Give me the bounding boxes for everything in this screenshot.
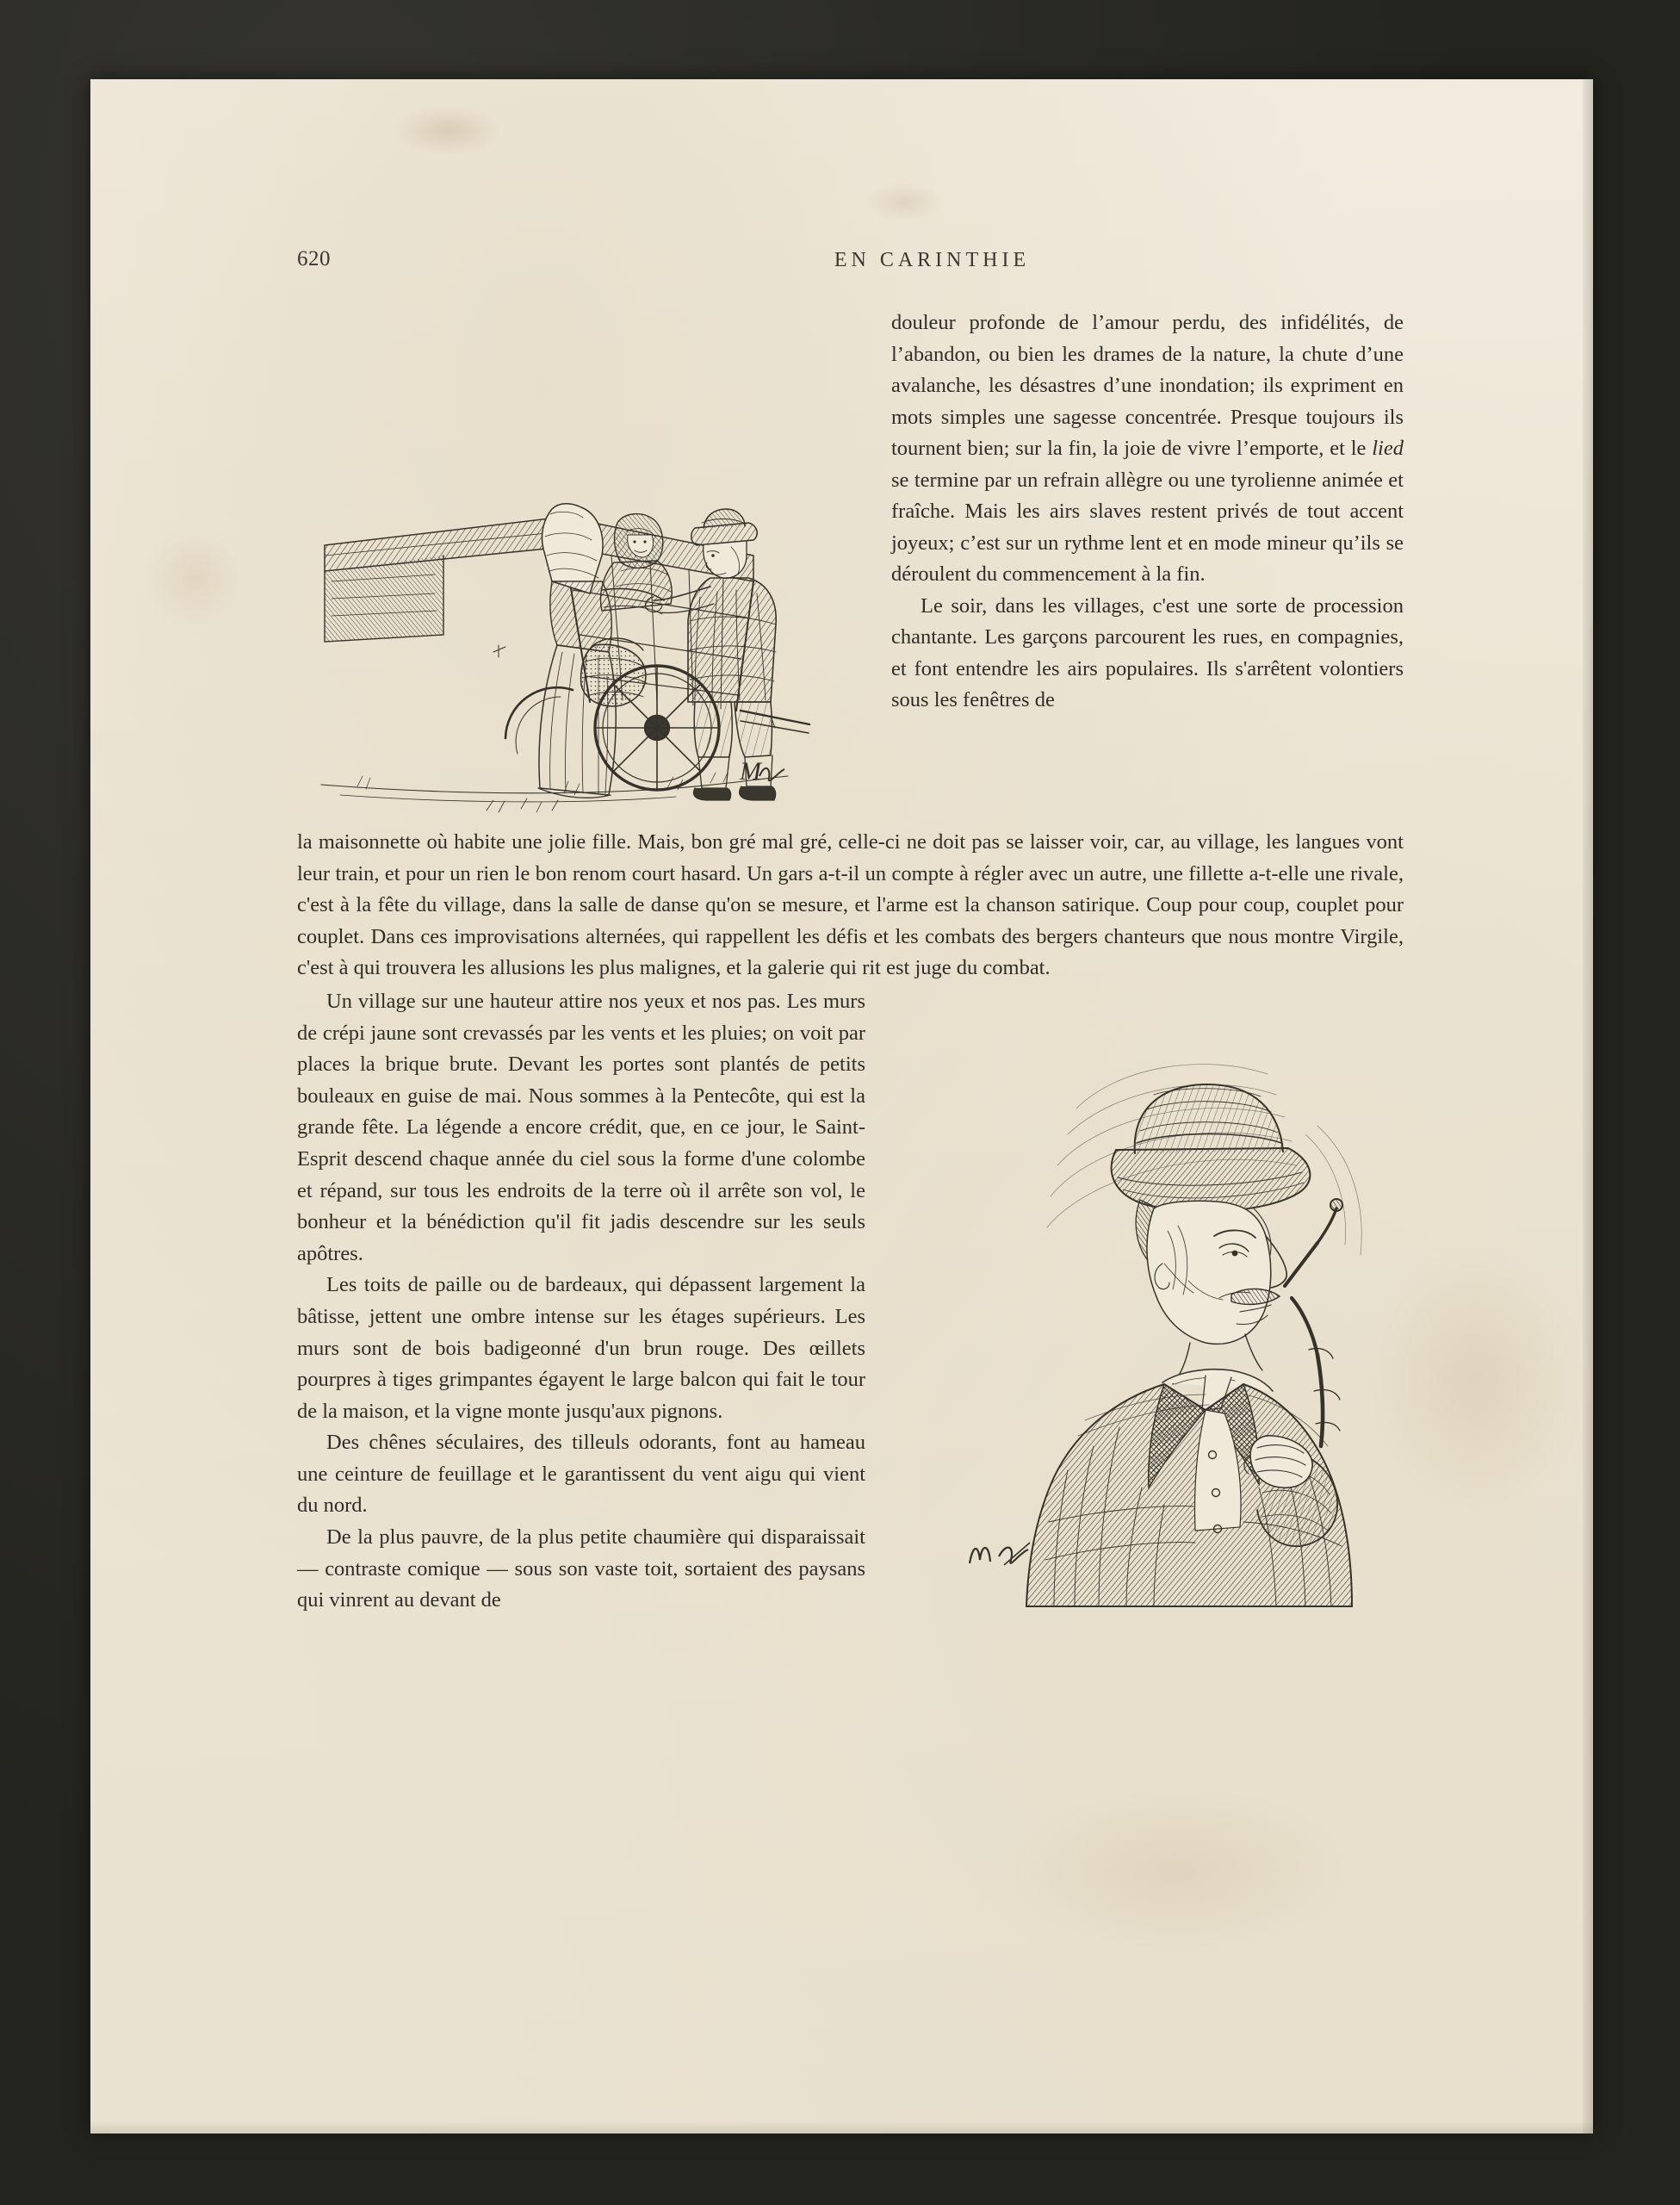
top-block [297,289,1404,827]
paragraph: la maisonnette où habite une jolie fille. Mais, bon gré mal gré, celle-ci ne doit pas se laisser voir, car, au village, les langues vont leur train, et pour un rien le bon renom court hasard. Un gars a-t-il un compte à régler avec un autre, une fillette a-t-elle une rivale, c'est à la fête du village, dans la salle de danse qu'on se mesure, et l'arme est la chanson satirique. Coup pour coup, couplet pour couplet. Dans ces improvisations alternées, qui rappellent les défis et les combats des bergers chanteurs que nous montre Virgile, c'est à qui trouvera les allusions les plus malignes, et la galerie qui rit est juge du combat. [297,830,1404,980]
page-sheet [90,79,1593,2134]
paper-stain [865,183,943,222]
paragraph: Le soir, dans les villages, c'est une sorte de procession chantante. Les garçons parcourent les rues, en compagnies, et font entendre les airs populaires. Ils s'arrêtent volontiers sous les fenêtres de [891,593,1404,711]
figure-cart-scene [306,297,818,823]
figure-bagpiper-portrait [947,1005,1429,1608]
running-head [297,247,1404,282]
italic-term: lied [1372,437,1404,460]
paper-stain [995,1785,1356,1957]
lower-block [297,986,1404,1617]
column-text-left [297,986,865,1617]
paper-stain [392,105,504,157]
running-title: EN CARINTHIE [834,249,1031,271]
paper-stain [142,527,245,630]
engraving-signature: M [740,757,761,786]
column-text-right [891,307,1404,717]
paragraph: De la plus pauvre, de la plus petite chaumière qui disparaissait — contraste comique — sous son vaste toit, sortaient des paysans qui vinrent au devant de [297,1525,865,1612]
page-number: 620 [297,247,331,270]
page-content [297,247,1404,1617]
paragraph: Les toits de paille ou de bardeaux, qui dépassent largement la bâtisse, jettent une ombre intense sur les étages supérieurs. Les murs sont de bois badigeonné d'un brun rouge. Des œillets pourpres à tiges grimpantes égayent le large balcon qui fait le tour de la maison, et la vigne monte jusqu'aux pignons. [297,1273,865,1423]
paragraph: Un village sur une hauteur attire nos yeux et nos pas. Les murs de crépi jaune sont crevassés par les vents et les pluies; on voit par places la brique brute. Devant les portes sont plantés de petits bouleaux en guise de mai. Nous sommes à la Pentecôte, qui est la grande fête. La légende a encore crédit, que, en ce jour, le Saint-Esprit descend chaque année du ciel sous la forme d'une colombe et répand, sur tous les endroits de la terre où il arrête son vol, le bonheur et la bénédiction qu'il fit jadis descendre sur les seuls apôtres. [297,989,865,1265]
paragraph: douleur profonde de l’amour perdu, des infidélités, de l’abandon, ou bien les drames de la nature, la chute d’une avalanche, les désastres d’une inondation; ils expriment en mots simples une sagesse concentrée. Presque toujours ils tournent bien; sur la fin, la joie de vivre l’emporte, et le lied se termine par un refrain allègre ou une tyrolienne animée et fraîche. Mais les airs slaves restent privés de tout accent joyeux; c’est sur un rythme lent et en mode mineur qu’ils se déroulent du commencement à la fin. [891,311,1404,586]
full-width-text [297,827,1404,984]
paragraph: Des chênes séculaires, des tilleuls odorants, font au hameau une ceinture de feuillage et le garantissent du vent aigu qui vient du nord. [297,1431,865,1518]
